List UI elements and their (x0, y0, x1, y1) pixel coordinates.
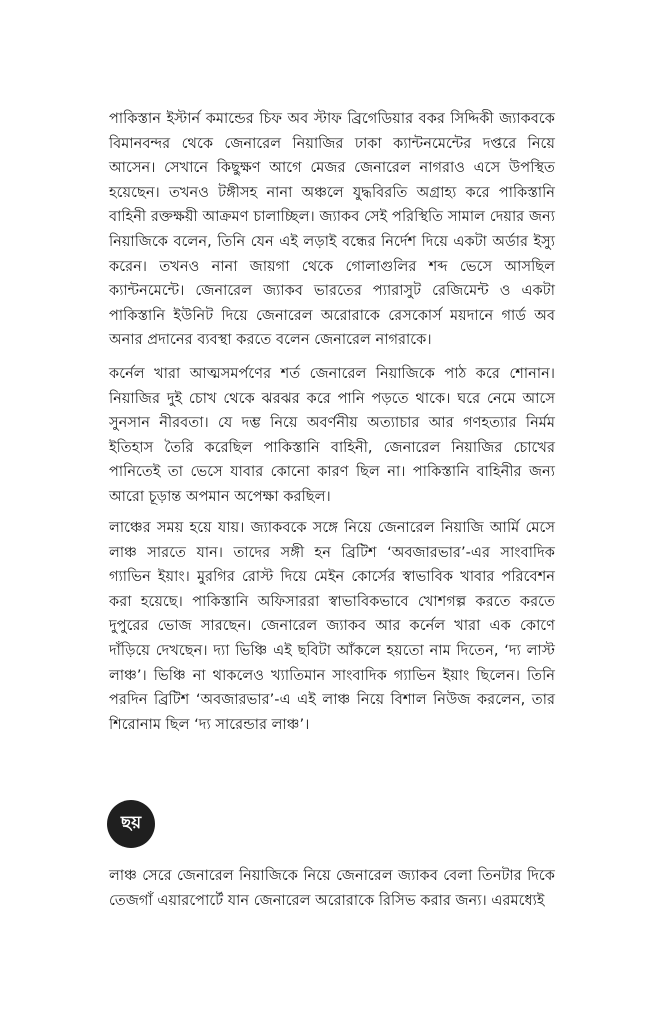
body-paragraph: লাঞ্চের সময় হয়ে যায়। জ্যাকবকে সঙ্গে নিয়ে জেনারেল নিয়াজি আর্মি মেসে লাঞ্চ সারতে যান। তাদের সঙ্গী হন ব্রিটিশ ‘অবজারভার’-এর সাংবাদিক গ্যাভিন ইয়াং। মুরগির রোস্ট দিয়ে মেইন কোর্সের স্বাভাবিক খাবার পরিবেশন করা হয়েছে। পাকিস্তানি অফিসাররা স্বাভাবিকভাবে খোশগল্প করতে করতে দুপুরের ভোজ সারছেন। জেনারেল জ্যাকব আর কর্নেল খারা এক কোণে দাঁড়িয়ে দেখছেন। দ্যা ভিঞ্চি এই ছবিটা আঁকলে হয়তো নাম দিতেন, ‘দ্য লাস্ট লাঞ্চ’। ভিঞ্চি না থাকলেও খ্যাতিমান সাংবাদিক গ্যাভিন ইয়াং ছিলেন। তিনি পরদিন ব্রিটিশ ‘অবজারভার’-এ এই লাঞ্চ নিয়ে বিশাল নিউজ করলেন, তার শিরোনাম ছিল ‘দ্য সারেন্ডার লাঞ্চ’। (109, 519, 555, 733)
body-paragraph: কর্নেল খারা আত্মসমর্পণের শর্ত জেনারেল নিয়াজিকে পাঠ করে শোনান। নিয়াজির দুই চোখ থেকে ঝরঝর করে পানি পড়তে থাকে। ঘরে নেমে আসে সুনসান নীরবতা। যে দম্ভ নিয়ে অবর্ণনীয় অত্যাচার আর গণহত্যার নির্মম ইতিহাস তৈরি করেছিল পাকিস্তানি বাহিনী, জেনারেল নিয়াজির চোখের পানিতেই তা ভেসে যাবার কোনো কারণ ছিল না। পাকিস্তানি বাহিনীর জন্য আরো চূড়ান্ত অপমান অপেক্ষা করছিল। (109, 365, 555, 505)
body-paragraph: লাঞ্চ সেরে জেনারেল নিয়াজিকে নিয়ে জেনারেল জ্যাকব বেলা তিনটার দিকে তেজগাঁ এয়ারপোর্টে যান জেনারেল অরোরাকে রিসিভ করার জন্য। এরমধ্যেই (109, 867, 555, 909)
chapter-number-badge: ছয় (107, 800, 155, 848)
body-paragraph: পাকিস্তান ইস্টার্ন কমান্ডের চিফ অব স্টাফ ব্রিগেডিয়ার বকর সিদ্দিকী জ্যাকবকে বিমানবন্দর থেকে জেনারেল নিয়াজির ঢাকা ক্যান্টনমেন্টের দপ্তরে নিয়ে আসেন। সেখানে কিছুক্ষণ আগে মেজর জেনারেল নাগরাও এসে উপস্থিত হয়েছেন। তখনও টঙ্গীসহ নানা অঞ্চলে যুদ্ধবিরতি অগ্রাহ্য করে পাকিস্তানি বাহিনী রক্তক্ষয়ী আক্রমণ চালাচ্ছিল। জ্যাকব সেই পরিস্থিতি সামাল দেয়ার জন্য নিয়াজিকে বলেন, তিনি যেন এই লড়াই বন্ধের নির্দেশ দিয়ে একটা অর্ডার ইস্যু করেন। তখনও নানা জায়গা থেকে গোলাগুলির শব্দ ভেসে আসছিল ক্যান্টনমেন্টে। জেনারেল জ্যাকব ভারতের প্যারাসুট রেজিমেন্ট ও একটা পাকিস্তানি ইউনিট দিয়ে জেনারেল অরোরাকে রেসকোর্স ময়দানে গার্ড অব অনার প্রদানের ব্যবস্থা করতে বলেন জেনারেল নাগরাকে। (109, 110, 555, 349)
